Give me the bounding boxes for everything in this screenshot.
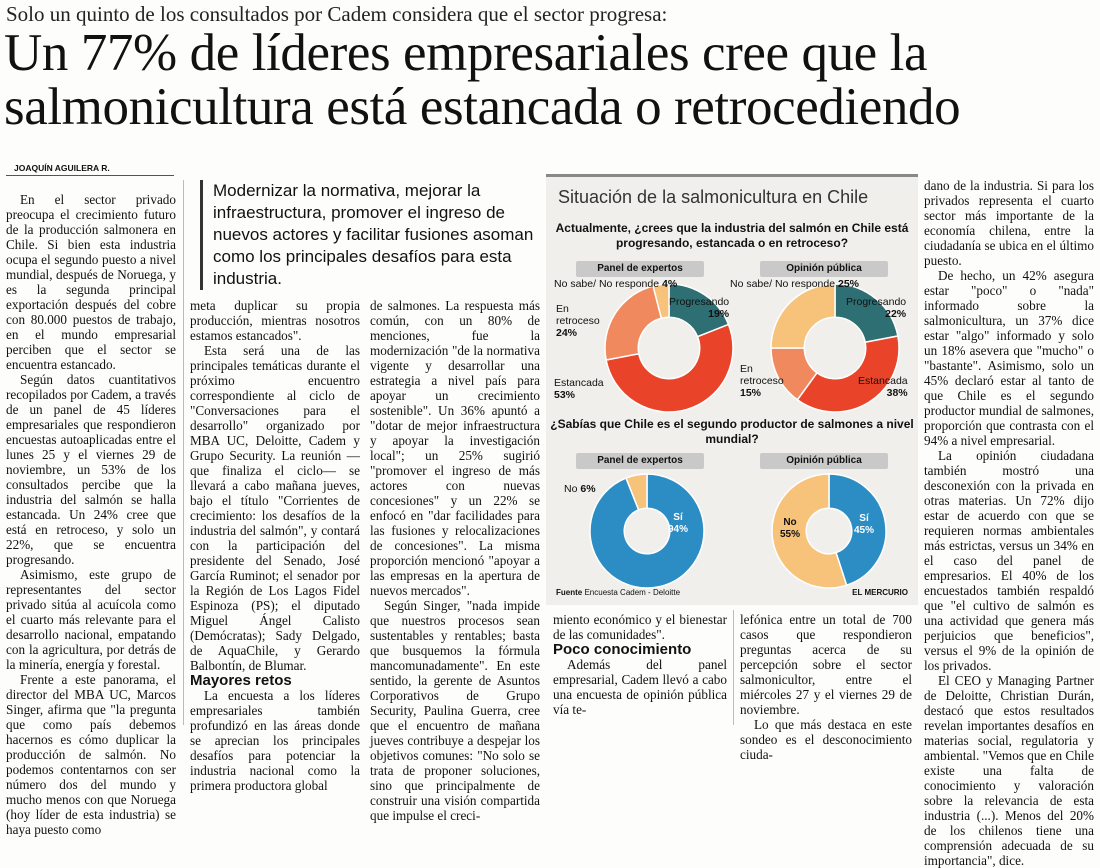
paragraph: Asimismo, este grupo de representantes del sector privado sitúa al acuícola como el cuarto más relevante para el desarrollo nacional, empatando con la agricultura, por detrás de la minería, energía y forestal. — [6, 567, 176, 672]
paragraph: miento económico y el bienestar de las comunidades". — [553, 612, 727, 642]
label-nosabe-2: No sabe/ No responde 25% — [730, 278, 860, 290]
subhead-poco-conocimiento: Poco conocimiento — [553, 641, 692, 658]
byline: JOAQUÍN AGUILERA R. — [14, 163, 110, 173]
column-divider — [733, 610, 734, 725]
donut-slice-retroceso — [605, 286, 661, 360]
label-progresando-2: Progresando 22% — [846, 296, 907, 320]
label-si-4: Sí 45% — [854, 513, 875, 536]
chip-panel-expertos: Panel de expertos — [576, 261, 704, 277]
column-2 — [190, 298, 360, 793]
paragraph: dano de la industria. Si para los privados representa el cuarto sector más importante de la economía chilena, entre la ciudadanía se ubica en el último puesto. — [924, 178, 1094, 268]
column-3 — [370, 298, 540, 823]
paragraph: lefónica entre un total de 700 casos que respondieron preguntas acerca de su percepción sobre el sector salmonicultor, entre el miércoles 27 y el viernes 29 de noviembre. — [740, 612, 912, 717]
chart-title: Situación de la salmonicultura en Chile — [558, 187, 869, 207]
label-retroceso-2: En retroceso 15% — [740, 363, 784, 399]
column-1 — [6, 192, 176, 837]
column-4 — [553, 612, 727, 717]
paragraph: Frente a este panorama, el director del MBA UC, Marcos Singer, afirma que "la pregunta que como país debemos hacernos es cómo duplicar la producción de salmón. No podemos contentarnos con ser número dos del mundo y mucho menos con que Noruega (hoy líder de esta industria) se haya puesto como — [6, 672, 176, 837]
label-no-3: No 6% — [564, 483, 596, 495]
paragraph: En el sector privado preocupa el crecimiento futuro de la producción salmonera en Chile. Si bien esta industria ocupa el segundo puesto a nivel mundial, después de Noruega, y es la segunda principal exportación después del cobre con 80.000 puestos de trabajo, en el mundo empresarial perciben que el sector se encuentra estancado. — [6, 192, 176, 372]
headline: Un 77% de líderes empresariales cree que la salmonicultura está estancada o retrocediendo — [4, 24, 961, 136]
paragraph: meta duplicar su propia producción, mientras nosotros estamos estancados". — [190, 298, 360, 343]
chart-question-2: ¿Sabías que Chile es el segundo productor de salmones a nivel mundial? — [550, 417, 914, 446]
kicker: Solo un quinto de los consultados por Cadem considera que el sector progresa: — [6, 2, 668, 26]
label-no-4: No 55% — [780, 517, 801, 540]
label-retroceso-1: En retroceso 24% — [556, 303, 600, 339]
chip-opinion-publica-2: Opinión pública — [760, 453, 888, 469]
column-5 — [740, 612, 912, 762]
paragraph: Esta será una de las principales temáticas durante el próximo encuentro correspondiente al ciclo de "Conversaciones para el desarrollo" organizado por MBA UC, Deloitte, Cadem y Grupo Security. La reunión —que finaliza el ciclo— se llevará a cabo mañana jueves, bajo el título "Corrientes de crecimiento: los desafíos de la industria del salmón", y contará con la participación del presidente del Senado, José García Ruminot; el senador por la Región de Los Lagos Fidel Espinoza (PS); el diputado Miguel Ángel Calisto (Demócratas); Sady Delgado, de AquaChile, y Gerardo Balbontín, de Blumar. — [190, 343, 360, 673]
paragraph: La encuesta a los líderes empresariales también profundizó en las áreas donde se aprecian los principales desafíos para potenciar la industria nacional como la primera productora global — [190, 688, 360, 793]
paragraph: Además del panel empresarial, Cadem llevó a cabo una encuesta de opinión pública vía te- — [553, 657, 727, 717]
paragraph: de salmones. La respuesta más común, con un 80% de menciones, fue la modernización "de la normativa vigente y desarrollar una estrategia a nivel país para apoyar un crecimiento sostenible". Un 36% apuntó a "dotar de mejor infraestructura y apoyar la investigación local"; un 25% sugirió "promover el ingreso de más actores con nuevas concesiones" y un 22% se enfocó en "dar facilidades para las fusiones y relocalizaciones de concesiones". La misma proporción mencionó "apoyar a las empresas en la apertura de nuevos mercados". — [370, 298, 540, 598]
chip-panel-expertos-2: Panel de expertos — [576, 453, 704, 469]
byline-rule — [6, 175, 174, 176]
label-nosabe-1: No sabe/ No responde 4% — [554, 278, 678, 290]
paragraph: De hecho, un 42% asegura estar "poco" o "nada" informado sobre la salmonicultura, un 37% dice estar "algo" informado y solo un 18% asevera que "mucho" o "bastante". Asimismo, solo un 45% declaró estar al tanto de que Chile es el segundo productor mundial de salmones, proporción que contrasta con el 94% a nivel empresarial. — [924, 268, 1094, 448]
column-6 — [924, 178, 1094, 868]
donut-slice-nosabe — [771, 284, 835, 348]
label-si-3: Sí 94% — [668, 512, 689, 535]
chart-question-1: Actualmente, ¿crees que la industria del salmón en Chile está progresando, estancada o en retroceso? — [555, 221, 909, 250]
label-estancada-2: Estancada 38% — [858, 375, 908, 399]
paragraph: La opinión ciudadana también mostró una desconexión con la privada en otras materias. Un 72% dijo estar de acuerdo con que se requieren normas ambientales más estrictas, versus un 34% en el caso del panel de empresarios. El 40% de los encuestados también respaldó que "el cultivo de salmón es una actividad que genera más perjuicios que beneficios", versus el 9% de la opinión de los privados. — [924, 448, 1094, 673]
pull-quote: Modernizar la normativa, mejorar la infraestructura, promover el ingreso de nuevos actores y facilitar fusiones asoman como los principales desafíos para esta industria. — [200, 180, 543, 290]
label-estancada-1: Estancada 53% — [554, 377, 604, 401]
subhead-mayores-retos: Mayores retos — [190, 672, 292, 689]
column-divider — [183, 180, 184, 725]
chart-panel — [546, 174, 918, 605]
paragraph: Según Singer, "nada impide que nuestros procesos sean sustentables y rentables; basta que busquemos la fórmula mancomunadamente". En este sentido, la gerente de Asuntos Corporativos de Grupo Security, Paulina Guerra, cree que el encuentro de mañana jueves contribuye a despejar los objetivos comunes: "No solo se trata de proponer soluciones, sino que principalmente de construir una visión compartida que impulse el creci- — [370, 598, 540, 823]
chart-source: Fuente Encuesta Cadem - Deloitte — [556, 588, 681, 597]
paragraph: Según datos cuantitativos recopilados por Cadem, a través de un panel de 45 líderes empresariales que respondieron encuestas autoaplicadas entre el lunes 25 y el viernes 29 de noviembre, un 53% de los consultados percibe que la industria del salmón se halla estancada. Un 24% cree que está en retroceso, y solo un 22%, que se encuentra progresando. — [6, 372, 176, 567]
chart-brand: EL MERCURIO — [852, 588, 908, 597]
paragraph: El CEO y Managing Partner de Deloitte, Christian Durán, destacó que estos resultados revelan importantes desafíos en materias social, regulatoria y ambiental. "Vemos que en Chile existe una falta de conocimiento y valoración sobre la relevancia de esta industria (...). Menos del 20% de los chilenos tiene una comprensión adecuada de su importancia", dice. — [924, 673, 1094, 868]
chip-opinion-publica: Opinión pública — [760, 261, 888, 277]
paragraph: Lo que más destaca en este sondeo es el desconocimiento ciuda- — [740, 717, 912, 762]
label-progresando-1: Progresando 19% — [669, 296, 730, 320]
